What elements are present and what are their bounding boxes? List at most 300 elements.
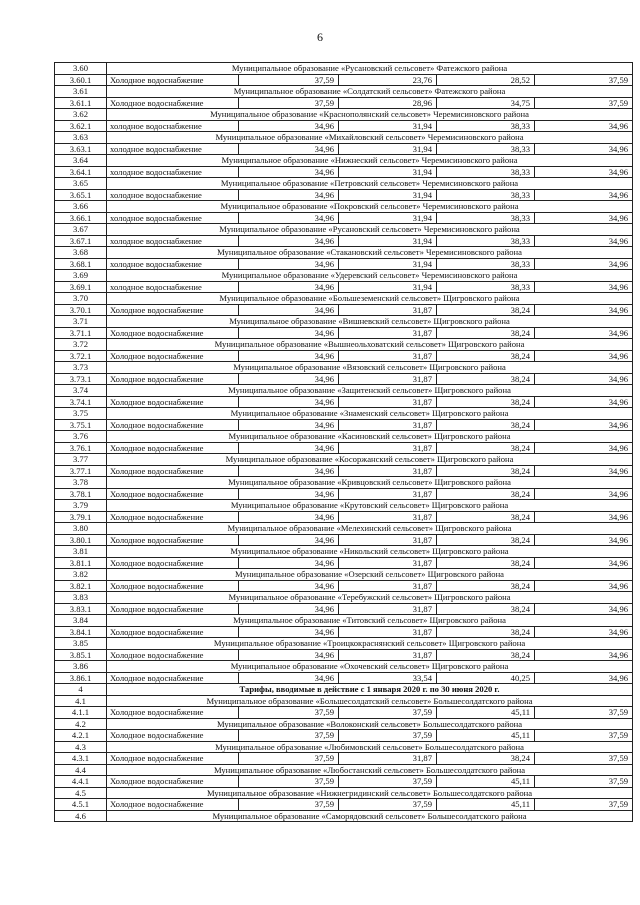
- tariff-value: 38,33: [437, 212, 535, 224]
- row-number: 3.76.1: [55, 442, 107, 454]
- municipality-row: [55, 178, 633, 190]
- row-number: 3.86: [55, 661, 107, 673]
- service-label: холодное водоснабжение: [107, 235, 239, 247]
- tariff-value: 38,24: [437, 350, 535, 362]
- municipality-title: Муниципальное образование «Косоржанский сельсовет» Щигровского района: [107, 454, 633, 466]
- municipality-row: [55, 408, 633, 420]
- tariff-value: 34,96: [535, 258, 633, 270]
- municipality-row: [55, 454, 633, 466]
- row-number: 3.85: [55, 638, 107, 650]
- municipality-title: Муниципальное образование «Любимовский сельсовет» Большесолдатского района: [107, 741, 633, 753]
- page-number: 6: [317, 30, 323, 44]
- service-label: Холодное водоснабжение: [107, 350, 239, 362]
- tariff-value: 34,96: [239, 304, 339, 316]
- service-label: Холодное водоснабжение: [107, 649, 239, 661]
- row-number: 4.1: [55, 695, 107, 707]
- service-label: холодное водоснабжение: [107, 120, 239, 132]
- tariff-value: 38,33: [437, 120, 535, 132]
- row-number: 4.6: [55, 810, 107, 822]
- row-number: 3.60.1: [55, 74, 107, 86]
- tariff-value: 31,87: [339, 396, 437, 408]
- tariff-value: 34,96: [535, 166, 633, 178]
- tariff-value: 38,33: [437, 258, 535, 270]
- municipality-title: Муниципальное образование «Никольский сельсовет» Щигровского района: [107, 546, 633, 558]
- row-number: 3.72: [55, 339, 107, 351]
- tariff-value: 37,59: [535, 776, 633, 788]
- row-number: 3.81.1: [55, 557, 107, 569]
- service-label: Холодное водоснабжение: [107, 304, 239, 316]
- service-label: Холодное водоснабжение: [107, 534, 239, 546]
- tariff-value: 23,76: [339, 74, 437, 86]
- tariff-value: 34,96: [239, 373, 339, 385]
- tariff-row: [55, 396, 633, 408]
- tariff-value: 37,59: [535, 730, 633, 742]
- tariff-value: 34,96: [239, 419, 339, 431]
- municipality-row: [55, 695, 633, 707]
- tariff-value: 34,96: [239, 603, 339, 615]
- tariff-value: 34,96: [535, 189, 633, 201]
- tariff-value: 38,24: [437, 580, 535, 592]
- tariff-row: [55, 580, 633, 592]
- municipality-title: Муниципальное образование «Любостанский сельсовет» Большесолдатского района: [107, 764, 633, 776]
- municipality-title: Муниципальное образование «Кривцовский сельсовет» Щигровского района: [107, 477, 633, 489]
- tariff-value: 31,94: [339, 281, 437, 293]
- row-number: 3.69.1: [55, 281, 107, 293]
- tariff-value: 34,96: [535, 465, 633, 477]
- service-label: Холодное водоснабжение: [107, 753, 239, 765]
- tariff-value: 37,59: [339, 707, 437, 719]
- tariff-row: [55, 304, 633, 316]
- tariff-value: 38,24: [437, 488, 535, 500]
- tariff-value: 38,33: [437, 143, 535, 155]
- tariff-value: 31,94: [339, 235, 437, 247]
- service-label: Холодное водоснабжение: [107, 419, 239, 431]
- tariff-row: [55, 465, 633, 477]
- municipality-title: Муниципальное образование «Вишневский сельсовет» Щигровского района: [107, 316, 633, 328]
- service-label: Холодное водоснабжение: [107, 603, 239, 615]
- service-label: Холодное водоснабжение: [107, 442, 239, 454]
- tariff-row: [55, 350, 633, 362]
- municipality-title: Муниципальное образование «Волоконский сельсовет» Большесолдатского района: [107, 718, 633, 730]
- tariff-value: 34,96: [535, 212, 633, 224]
- municipality-row: [55, 661, 633, 673]
- tariff-value: 34,96: [239, 166, 339, 178]
- tariff-row: [55, 373, 633, 385]
- municipality-title: Муниципальное образование «Удеревский сельсовет» Черемисиновского района: [107, 270, 633, 282]
- row-number: 3.64: [55, 155, 107, 167]
- tariff-value: 34,96: [239, 281, 339, 293]
- tariff-value: 34,96: [535, 373, 633, 385]
- tariff-value: 37,59: [239, 799, 339, 811]
- row-number: 4.4.1: [55, 776, 107, 788]
- row-number: 3.75.1: [55, 419, 107, 431]
- municipality-title: Муниципальное образование «Большеземенский сельсовет» Щигровского района: [107, 293, 633, 305]
- row-number: 4.1.1: [55, 707, 107, 719]
- tariff-value: 34,96: [239, 465, 339, 477]
- row-number: 3.66.1: [55, 212, 107, 224]
- tariff-row: [55, 776, 633, 788]
- tariff-value: 34,96: [239, 120, 339, 132]
- municipality-row: [55, 741, 633, 753]
- municipality-row: [55, 63, 633, 75]
- tariff-value: 38,24: [437, 626, 535, 638]
- tariff-row: [55, 557, 633, 569]
- tariff-value: 37,59: [239, 776, 339, 788]
- tariff-value: 31,94: [339, 166, 437, 178]
- tariff-value: 34,96: [239, 580, 339, 592]
- tariff-row: [55, 258, 633, 270]
- row-number: 3.77: [55, 454, 107, 466]
- row-number: 4.3.1: [55, 753, 107, 765]
- tariff-value: 45,11: [437, 776, 535, 788]
- tariff-value: 45,11: [437, 799, 535, 811]
- row-number: 3.83: [55, 592, 107, 604]
- service-label: холодное водоснабжение: [107, 258, 239, 270]
- tariff-value: 38,24: [437, 396, 535, 408]
- tariff-row: [55, 74, 633, 86]
- municipality-title: Муниципальное образование «Солдатский сельсовет» Фатежского района: [107, 86, 633, 98]
- tariff-value: 38,33: [437, 166, 535, 178]
- municipality-row: [55, 546, 633, 558]
- tariff-value: 37,59: [339, 799, 437, 811]
- tariff-value: 37,59: [239, 74, 339, 86]
- municipality-row: [55, 592, 633, 604]
- row-number: 3.68.1: [55, 258, 107, 270]
- municipality-row: [55, 247, 633, 259]
- tariff-value: 34,96: [535, 396, 633, 408]
- row-number: 3.83.1: [55, 603, 107, 615]
- municipality-row: [55, 523, 633, 535]
- municipality-row: [55, 638, 633, 650]
- tariff-value: 28,96: [339, 97, 437, 109]
- tariff-value: 45,11: [437, 730, 535, 742]
- tariff-value: 38,24: [437, 649, 535, 661]
- service-label: Холодное водоснабжение: [107, 396, 239, 408]
- municipality-title: Муниципальное образование «Мелехинский сельсовет» Щигровского района: [107, 523, 633, 535]
- tariff-value: 38,24: [437, 442, 535, 454]
- tariff-row: [55, 534, 633, 546]
- row-number: 3.65: [55, 178, 107, 190]
- municipality-row: [55, 109, 633, 121]
- municipality-title: Муниципальное образование «Знаменский сельсовет» Щигровского района: [107, 408, 633, 420]
- row-number: 3.86.1: [55, 672, 107, 684]
- tariff-value: 34,96: [535, 235, 633, 247]
- tariff-row: [55, 649, 633, 661]
- row-number: 4.3: [55, 741, 107, 753]
- tariff-value: 37,59: [239, 730, 339, 742]
- tariff-value: 34,96: [239, 212, 339, 224]
- tariff-value: 34,96: [239, 534, 339, 546]
- service-label: Холодное водоснабжение: [107, 799, 239, 811]
- tariff-value: 34,96: [535, 603, 633, 615]
- tariff-value: 34,96: [535, 534, 633, 546]
- tariff-value: 34,96: [535, 557, 633, 569]
- service-label: Холодное водоснабжение: [107, 327, 239, 339]
- row-number: 3.68: [55, 247, 107, 259]
- service-label: Холодное водоснабжение: [107, 373, 239, 385]
- tariff-value: 37,59: [535, 74, 633, 86]
- section-row: [55, 684, 633, 696]
- tariff-row: [55, 488, 633, 500]
- row-number: 3.78: [55, 477, 107, 489]
- row-number: 3.67: [55, 224, 107, 236]
- tariff-value: 34,96: [535, 143, 633, 155]
- row-number: 4.5.1: [55, 799, 107, 811]
- tariff-row: [55, 707, 633, 719]
- tariff-value: 34,96: [535, 488, 633, 500]
- tariff-row: [55, 327, 633, 339]
- tariff-value: 31,87: [339, 580, 437, 592]
- row-number: 3.75: [55, 408, 107, 420]
- municipality-title: Муниципальное образование «Михайловский сельсовет» Черемисиновского района: [107, 132, 633, 144]
- tariff-value: 34,96: [239, 235, 339, 247]
- tariff-value: 31,87: [339, 753, 437, 765]
- tariff-value: 31,87: [339, 534, 437, 546]
- municipality-title: Муниципальное образование «Теребужский сельсовет» Щигровского района: [107, 592, 633, 604]
- tariff-value: 31,87: [339, 488, 437, 500]
- tariff-value: 34,96: [239, 189, 339, 201]
- tariff-value: 37,59: [239, 707, 339, 719]
- tariff-value: 31,87: [339, 465, 437, 477]
- municipality-title: Муниципальное образование «Стакановский сельсовет» Черемисиновского района: [107, 247, 633, 259]
- municipality-row: [55, 362, 633, 374]
- municipality-title: Муниципальное образование «Троицкокраснянский сельсовет» Щигровского района: [107, 638, 633, 650]
- municipality-row: [55, 615, 633, 627]
- row-number: 3.79: [55, 500, 107, 512]
- service-label: холодное водоснабжение: [107, 166, 239, 178]
- tariff-row: [55, 626, 633, 638]
- municipality-row: [55, 787, 633, 799]
- tariff-value: 38,24: [437, 603, 535, 615]
- tariff-value: 31,94: [339, 189, 437, 201]
- row-number: 3.74.1: [55, 396, 107, 408]
- row-number: 4.2: [55, 718, 107, 730]
- tariff-value: 38,24: [437, 534, 535, 546]
- row-number: 3.80.1: [55, 534, 107, 546]
- row-number: 3.72.1: [55, 350, 107, 362]
- tariff-value: 31,87: [339, 350, 437, 362]
- municipality-title: Муниципальное образование «Петровский сельсовет» Черемисиновского района: [107, 178, 633, 190]
- municipality-title: Муниципальное образование «Большесолдатский сельсовет» Большесолдатского района: [107, 695, 633, 707]
- municipality-row: [55, 569, 633, 581]
- tariff-value: 31,87: [339, 304, 437, 316]
- municipality-title: Муниципальное образование «Русановский сельсовет» Фатежского района: [107, 63, 633, 75]
- service-label: Холодное водоснабжение: [107, 488, 239, 500]
- tariff-value: 31,87: [339, 442, 437, 454]
- row-number: 3.62: [55, 109, 107, 121]
- row-number: 3.63.1: [55, 143, 107, 155]
- row-number: 3.71: [55, 316, 107, 328]
- municipality-row: [55, 155, 633, 167]
- tariff-value: 34,96: [535, 672, 633, 684]
- tariff-value: 37,59: [535, 753, 633, 765]
- tariff-value: 38,24: [437, 557, 535, 569]
- row-number: 4.5: [55, 787, 107, 799]
- municipality-title: Муниципальное образование «Защитенский сельсовет» Щигровского района: [107, 385, 633, 397]
- municipality-title: Муниципальное образование «Озерский сельсовет» Щигровского района: [107, 569, 633, 581]
- tariff-value: 38,33: [437, 189, 535, 201]
- municipality-row: [55, 431, 633, 443]
- municipality-row: [55, 316, 633, 328]
- tariff-table-body: [55, 63, 633, 822]
- service-label: Холодное водоснабжение: [107, 730, 239, 742]
- service-label: холодное водоснабжение: [107, 212, 239, 224]
- tariff-value: 38,24: [437, 465, 535, 477]
- tariff-value: 37,59: [339, 776, 437, 788]
- municipality-row: [55, 810, 633, 822]
- service-label: Холодное водоснабжение: [107, 557, 239, 569]
- row-number: 3.63: [55, 132, 107, 144]
- municipality-title: Муниципальное образование «Титовский сельсовет» Щигровского района: [107, 615, 633, 627]
- municipality-title: Муниципальное образование «Нижнегридинский сельсовет» Большесолдатского района: [107, 787, 633, 799]
- tariff-value: 34,96: [239, 672, 339, 684]
- tariff-value: 38,24: [437, 753, 535, 765]
- tariff-row: [55, 799, 633, 811]
- tariff-row: [55, 166, 633, 178]
- municipality-row: [55, 385, 633, 397]
- tariff-table: [54, 62, 633, 822]
- tariff-value: 31,87: [339, 649, 437, 661]
- row-number: 3.70: [55, 293, 107, 305]
- tariff-value: 40,25: [437, 672, 535, 684]
- row-number: 3.81: [55, 546, 107, 558]
- municipality-row: [55, 224, 633, 236]
- municipality-title: Муниципальное образование «Вязовский сельсовет» Щигровского района: [107, 362, 633, 374]
- row-number: 3.71.1: [55, 327, 107, 339]
- row-number: 3.84.1: [55, 626, 107, 638]
- municipality-title: Муниципальное образование «Русановский сельсовет» Черемисиновского района: [107, 224, 633, 236]
- service-label: Холодное водоснабжение: [107, 580, 239, 592]
- service-label: Холодное водоснабжение: [107, 97, 239, 109]
- tariff-value: 34,96: [535, 304, 633, 316]
- tariff-value: 34,96: [535, 120, 633, 132]
- row-number: 3.61: [55, 86, 107, 98]
- tariff-row: [55, 97, 633, 109]
- tariff-value: 37,59: [535, 97, 633, 109]
- tariff-row: [55, 281, 633, 293]
- tariff-value: 38,24: [437, 511, 535, 523]
- tariff-row: [55, 730, 633, 742]
- tariff-value: 31,87: [339, 511, 437, 523]
- tariff-value: 28,52: [437, 74, 535, 86]
- tariff-value: 34,96: [239, 511, 339, 523]
- tariff-value: 34,96: [239, 350, 339, 362]
- tariff-value: 34,96: [535, 442, 633, 454]
- municipality-row: [55, 293, 633, 305]
- municipality-row: [55, 500, 633, 512]
- tariff-value: 31,94: [339, 258, 437, 270]
- service-label: Холодное водоснабжение: [107, 465, 239, 477]
- tariff-value: 37,59: [239, 753, 339, 765]
- service-label: холодное водоснабжение: [107, 143, 239, 155]
- tariff-value: 34,96: [239, 143, 339, 155]
- row-number: 3.78.1: [55, 488, 107, 500]
- tariff-row: [55, 603, 633, 615]
- municipality-title: Муниципальное образование «Охочевский сельсовет» Щигровского района: [107, 661, 633, 673]
- tariff-value: 38,33: [437, 235, 535, 247]
- tariff-value: 34,96: [535, 511, 633, 523]
- tariff-row: [55, 511, 633, 523]
- tariff-value: 34,96: [535, 626, 633, 638]
- row-number: 3.62.1: [55, 120, 107, 132]
- tariff-value: 34,96: [535, 580, 633, 592]
- service-label: Холодное водоснабжение: [107, 776, 239, 788]
- row-number: 3.70.1: [55, 304, 107, 316]
- row-number: 3.74: [55, 385, 107, 397]
- tariff-value: 34,96: [239, 396, 339, 408]
- tariff-row: [55, 143, 633, 155]
- row-number: 3.65.1: [55, 189, 107, 201]
- tariff-value: 31,87: [339, 557, 437, 569]
- tariff-value: 31,87: [339, 603, 437, 615]
- tariff-row: [55, 235, 633, 247]
- service-label: холодное водоснабжение: [107, 281, 239, 293]
- municipality-title: Муниципальное образование «Касиновский сельсовет» Щигровского района: [107, 431, 633, 443]
- row-number: 3.77.1: [55, 465, 107, 477]
- row-number: 3.82.1: [55, 580, 107, 592]
- tariff-value: 37,59: [239, 97, 339, 109]
- section-title: Тарифы, вводимые в действие с 1 января 2020 г. по 30 июня 2020 г.: [107, 684, 633, 696]
- municipality-title: Муниципальное образование «Вышнеольховатский сельсовет» Щигровского района: [107, 339, 633, 351]
- municipality-row: [55, 86, 633, 98]
- tariff-value: 38,24: [437, 373, 535, 385]
- tariff-value: 31,94: [339, 212, 437, 224]
- row-number: 3.79.1: [55, 511, 107, 523]
- row-number: 3.69: [55, 270, 107, 282]
- tariff-value: 34,96: [239, 327, 339, 339]
- tariff-value: 34,96: [239, 649, 339, 661]
- row-number: 4.4: [55, 764, 107, 776]
- tariff-value: 34,96: [535, 327, 633, 339]
- tariff-value: 33,54: [339, 672, 437, 684]
- tariff-row: [55, 419, 633, 431]
- tariff-value: 37,59: [535, 707, 633, 719]
- municipality-title: Муниципальное образование «Саморядовский сельсовет» Большесолдатского района: [107, 810, 633, 822]
- row-number: 3.61.1: [55, 97, 107, 109]
- tariff-value: 31,94: [339, 120, 437, 132]
- row-number: 3.82: [55, 569, 107, 581]
- service-label: Холодное водоснабжение: [107, 511, 239, 523]
- tariff-row: [55, 442, 633, 454]
- row-number: 3.80: [55, 523, 107, 535]
- municipality-title: Муниципальное образование «Нижнеский сельсовет» Черемисиновского района: [107, 155, 633, 167]
- municipality-row: [55, 718, 633, 730]
- row-number: 3.76: [55, 431, 107, 443]
- municipality-row: [55, 270, 633, 282]
- tariff-value: 31,94: [339, 143, 437, 155]
- municipality-row: [55, 132, 633, 144]
- tariff-row: [55, 189, 633, 201]
- tariff-row: [55, 212, 633, 224]
- row-number: 3.85.1: [55, 649, 107, 661]
- row-number: 3.66: [55, 201, 107, 213]
- tariff-value: 37,59: [339, 730, 437, 742]
- row-number: 3.64.1: [55, 166, 107, 178]
- tariff-value: 31,87: [339, 327, 437, 339]
- tariff-value: 31,87: [339, 419, 437, 431]
- tariff-row: [55, 120, 633, 132]
- tariff-value: 34,96: [535, 281, 633, 293]
- service-label: Холодное водоснабжение: [107, 707, 239, 719]
- row-number: 4.2.1: [55, 730, 107, 742]
- tariff-value: 34,96: [239, 488, 339, 500]
- row-number: 3.73.1: [55, 373, 107, 385]
- tariff-value: 38,24: [437, 327, 535, 339]
- tariff-row: [55, 672, 633, 684]
- service-label: Холодное водоснабжение: [107, 672, 239, 684]
- row-number: 3.73: [55, 362, 107, 374]
- tariff-value: 34,96: [239, 442, 339, 454]
